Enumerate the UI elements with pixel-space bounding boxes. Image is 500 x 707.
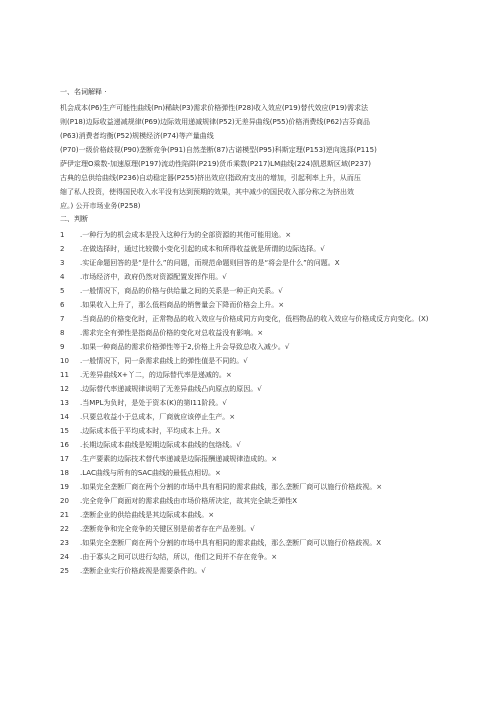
list-item (60, 256, 446, 270)
item-text: .由于寡头之间可以进行勾结，所以，他们之间并不存在竞争。× (80, 553, 278, 561)
item-number: 4 (60, 273, 65, 281)
list-item (60, 494, 446, 508)
definitions-line: 则(P18)边际收益递减规律(P69)边际效用递减规律(P52)无差异曲线(P55)价格消费线(P62)吉芬商品 (60, 118, 370, 126)
item-number: 10 (60, 357, 69, 365)
item-text: .只要总收益小于总成本，厂商就应该停止生产。× (80, 413, 236, 421)
item-text: .在做选择时，通过比较微小变化引起的成本和所得收益就是所谓的边际选择。√ (80, 245, 325, 253)
item-number: 8 (60, 329, 65, 337)
list-item (60, 438, 446, 452)
item-number: 24 (60, 553, 69, 561)
item-number: 12 (60, 385, 69, 393)
definitions-line: 应。) 公开市场业务(P258) (60, 202, 141, 210)
definitions-paragraph (60, 101, 446, 213)
item-text: .边际成本低于平均成本时，平均成本上升。X (80, 427, 221, 435)
list-item (60, 410, 446, 424)
item-text: .长期边际成本曲线是短期边际成本曲线的包络线。√ (80, 441, 241, 449)
list-item (60, 284, 446, 298)
list-item (60, 382, 446, 396)
list-item (60, 368, 446, 382)
item-number: 13 (60, 399, 69, 407)
item-number: 7 (60, 315, 65, 323)
list-item (60, 298, 446, 312)
item-text: .如果完全垄断厂商在两个分割的市场中具有相同的需求曲线，那么垄断厂商可以施行价格歧视。X (80, 539, 382, 547)
list-item (60, 452, 446, 466)
list-item (60, 340, 446, 354)
item-number: 21 (60, 511, 69, 519)
item-number: 5 (60, 287, 65, 295)
judgement-list (60, 228, 446, 578)
item-text: .边际替代率递减规律说明了无差异曲线凸向原点的原因。√ (80, 385, 262, 393)
item-text: .垄断企业的供给曲线是其边际成本曲线。× (80, 511, 215, 519)
item-number: 2 (60, 245, 65, 253)
item-text: .如果收入上升了，那么低档商品的销售量会下降而价格会上升。× (80, 301, 285, 309)
item-text: .如果完全垄断厂商在两个分割的市场中具有相同的需求曲线，那么垄断厂商可以施行价格歧视。× (80, 483, 383, 491)
list-item (60, 354, 446, 368)
list-item (60, 326, 446, 340)
item-number: 11 (60, 371, 69, 379)
item-text: .需求完全有弹性是指商品价格的变化对总收益没有影响。× (80, 329, 264, 337)
list-item (60, 242, 446, 256)
list-item (60, 522, 446, 536)
definitions-line: (P63)消费者均衡(P52)规模经济(P74)等产量曲线 (60, 132, 214, 140)
list-item (60, 480, 446, 494)
definitions-line: 机会成本(P6)生产可能性曲线(Pn)稀缺(P3)需求价格弹性(P28)收入效应(P19)替代效应(P19)需求法 (60, 104, 369, 112)
list-item (60, 508, 446, 522)
item-text: .垄断企业实行价格歧视是需要条件的。√ (80, 567, 206, 575)
item-number: 22 (60, 525, 69, 533)
list-item (60, 424, 446, 438)
definitions-line: 古典的总供给曲线(P236)自动稳定器(P255)挤出效应(指政府支出的增加，引起利率上升，从而压 (60, 174, 361, 182)
item-text: .无差异曲线X+丫二，的边际替代率是递减的。× (80, 371, 232, 379)
section-title-definitions: 一、名词解释 · (60, 88, 107, 96)
list-item (60, 550, 446, 564)
item-number: 16 (60, 441, 69, 449)
item-text: .一般情况下，商品的价格与供给量之间的关系是一种正向关系。√ (80, 287, 283, 295)
item-number: 1 (60, 231, 65, 239)
item-text: .当商品的价格变化时，正常物品的收入效应与价格成同方向变化，低档物品的收入效应与价格成反方向变化。(X) (80, 315, 429, 323)
list-item (60, 312, 446, 326)
item-number: 3 (60, 259, 65, 267)
item-number: 23 (60, 539, 69, 547)
item-text: .垄断竞争和完全竞争的关键区别是前者存在产品差别。√ (80, 525, 255, 533)
item-text: .市场经济中，政府仍然对资源配置发挥作用。√ (80, 273, 227, 281)
item-number: 14 (60, 413, 69, 421)
item-text: .一般情况下，同一条需求曲线上的弹性值是不同的。√ (80, 357, 248, 365)
item-number: 25 (60, 567, 69, 575)
list-item (60, 536, 446, 550)
item-number: 17 (60, 455, 69, 463)
item-text: .如果一种商品的需求价格弹性等于2,价格上升会导致总收入减少。√ (80, 343, 290, 351)
item-number: 20 (60, 497, 69, 505)
item-text: .实证命题回答的是“是什么”的问题，而规范命题则回答的是“将会是什么”的问题。X (80, 259, 340, 267)
item-number: 9 (60, 343, 65, 351)
item-number: 15 (60, 427, 69, 435)
item-text: .完全竞争厂商面对的需求曲线由市场价格所决定，故其完全缺乏弹性X (80, 497, 298, 505)
list-item (60, 466, 446, 480)
item-number: 18 (60, 469, 69, 477)
list-item (60, 564, 446, 578)
item-number: 19 (60, 483, 69, 491)
item-text: .当MPL为负时，是处于资本(K)的第I11阶段。√ (80, 399, 227, 407)
list-item (60, 396, 446, 410)
list-item (60, 228, 446, 242)
definitions-line: 萨伊定理O乘数-加速原理(P197)流动性陷阱(P219)货币乘数(P217)LM曲线(224)凯恩斯区域(P237) (60, 160, 371, 168)
item-text: .生产要素的边际技术替代率递减是边际报酬递减规律造成的。× (80, 455, 278, 463)
item-text: .LAC曲线与所有的SAC曲线的最低点相切。× (80, 469, 221, 477)
item-number: 6 (60, 301, 65, 309)
item-text: .一种行为的机会成本是投入这种行为的全部资源的其他可能用途。× (80, 231, 292, 239)
list-item (60, 270, 446, 284)
definitions-line: 缩了私人投资，使得国民收入水平没有达到预期的效果，其中减少的国民收入部分称之为挤出效 (60, 188, 354, 196)
section-title-judgement: 二、判断 (60, 215, 88, 223)
definitions-line: (P70)一级价格歧视(P90)垄断竞争(P91)自然垄断(87)古诺模型(P95)科斯定理(P153)逆向选择(P115) (60, 146, 377, 154)
